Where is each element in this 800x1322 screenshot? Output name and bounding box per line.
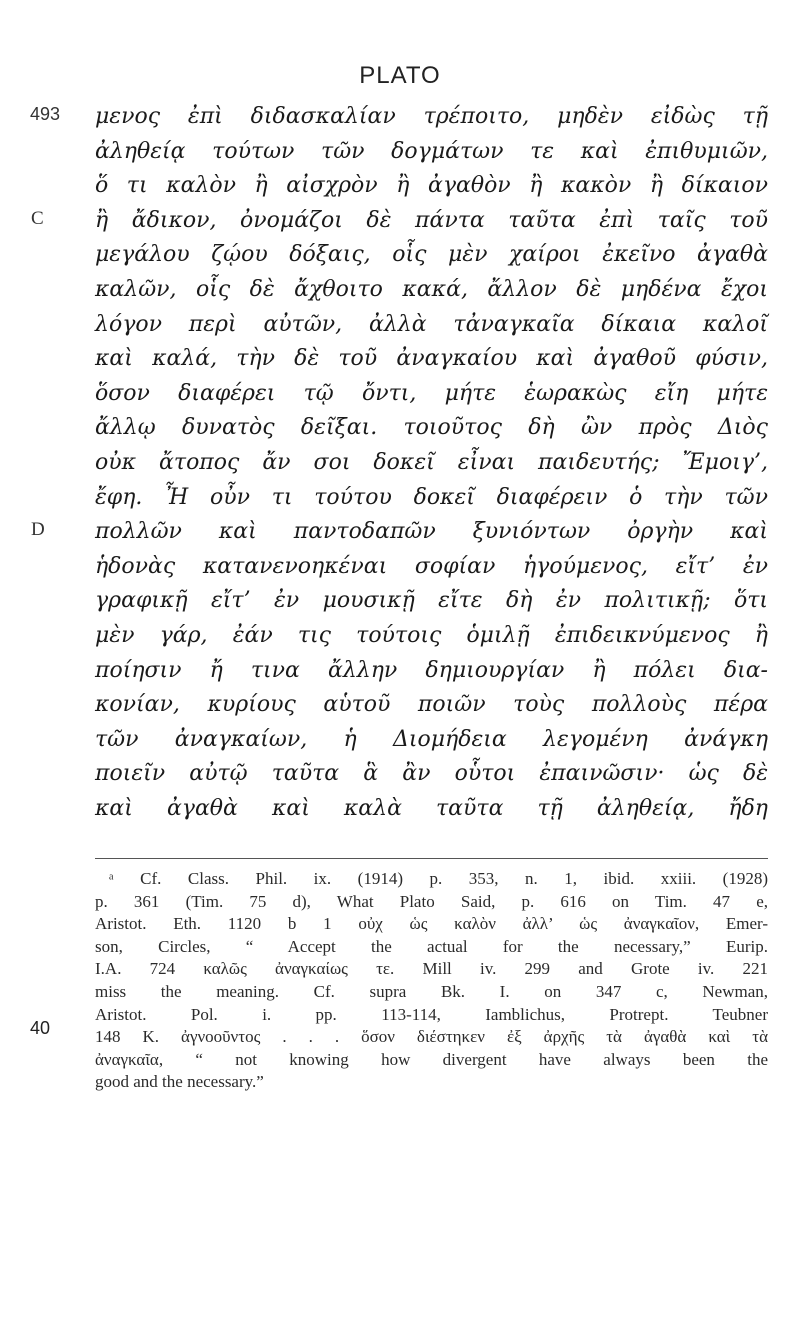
text-line	[0, 757, 800, 792]
text-line	[0, 584, 800, 619]
greek-line: μεγάλου ζῴου δόξαις, οἷς μὲν χαίροι ἐκεῖνο ἀγαθὰ	[95, 242, 768, 268]
greek-line: πολλῶν καὶ παντοδαπῶν ξυνιόντων ὀργὴν καὶ	[95, 519, 768, 545]
greek-line: οὐκ ἄτοπος ἄν σοι δοκεῖ εἶναι παιδευτής; Ἔμοιγ’,	[95, 449, 768, 475]
text-line	[0, 377, 800, 412]
greek-line: καλῶν, οἷς δὲ ἄχθοιτο κακά, ἄλλον δὲ μηδένα ἔχοι	[95, 276, 768, 302]
section-letter-c: C	[31, 207, 44, 229]
footnote-line: ἀναγκαῖα, “ not knowing how divergent have always been the	[95, 1049, 768, 1069]
footnote	[95, 868, 768, 1094]
text-line	[0, 411, 800, 446]
text-line	[0, 204, 800, 239]
greek-line: ποίησιν ἤ τινα ἄλλην δημιουργίαν ἢ πόλει δια-	[95, 657, 768, 683]
greek-line: μενος ἐπὶ διδασκαλίαν τρέποιτο, μηδὲν εἰδὼς τῇ	[95, 104, 768, 129]
text-line	[0, 688, 800, 723]
text-line	[0, 169, 800, 204]
footnote-line: 148 K. ἀγνοοῦντος . . . ὅσον διέστηκεν ἐξ ἀρχῆς τὰ ἀγαθὰ καὶ τὰ	[95, 1027, 768, 1047]
greek-line: μὲν γάρ, ἐάν τις τούτοις ὁμιλῇ ἐπιδεικνύμενος ἢ	[95, 622, 768, 648]
greek-line: κονίαν, κυρίους αὑτοῦ ποιῶν τοὺς πολλοὺς πέρα	[95, 692, 768, 718]
greek-line: ὅ τι καλὸν ἢ αἰσχρὸν ἢ ἀγαθὸν ἢ κακὸν ἢ δίκαιον	[95, 173, 768, 199]
greek-line: λόγον περὶ αὐτῶν, ἀλλὰ τἀναγκαῖα δίκαια καλοῖ	[95, 311, 768, 337]
footnote-line: I.A. 724 καλῶς ἀναγκαίως τε. Mill iv. 299 and Grote iv. 221	[95, 959, 768, 979]
text-line	[0, 308, 800, 343]
footnote-line: ᵃ Cf. Class. Phil. ix. (1914) p. 353, n. 1, ibid. xxiii. (1928)	[109, 869, 768, 888]
greek-line: ἔφη. Ἦ οὖν τι τούτου δοκεῖ διαφέρειν ὁ τὴν τῶν	[95, 484, 768, 510]
greek-line: καὶ ἀγαθὰ καὶ καλὰ ταῦτα τῇ ἀληθείᾳ, ἤδη	[95, 795, 768, 821]
text-line	[0, 446, 800, 481]
section-number: 493	[30, 104, 61, 124]
text-line	[0, 342, 800, 377]
text-line	[0, 723, 800, 758]
page-number: 40	[30, 1018, 51, 1038]
text-line	[0, 481, 800, 516]
footnote-line: miss the meaning. Cf. supra Bk. I. on 347 c, Newman,	[95, 981, 768, 1001]
greek-line: ἀληθείᾳ τούτων τῶν δογμάτων τε καὶ ἐπιθυμιῶν,	[95, 138, 768, 164]
text-line	[0, 654, 800, 689]
greek-line: τῶν ἀναγκαίων, ἡ Διομήδεια λεγομένη ἀνάγκη	[95, 726, 768, 752]
footnote-line: son, Circles, “ Accept the actual for the necessary,” Eurip.	[95, 936, 768, 956]
footnote-line: Aristot. Eth. 1120 b 1 οὐχ ὡς καλὸν ἀλλ’ ὡς ἀναγκαῖον, Emer-	[95, 914, 768, 934]
text-line	[0, 515, 800, 550]
text-line	[0, 619, 800, 654]
text-line	[0, 100, 800, 135]
text-line	[0, 273, 800, 308]
greek-line: ποιεῖν αὐτῷ ταῦτα ἃ ἂν οὗτοι ἐπαινῶσιν· ὡς δὲ	[95, 761, 768, 787]
footnote-divider	[95, 858, 768, 859]
text-line	[0, 792, 800, 827]
greek-line: καὶ καλά, τὴν δὲ τοῦ ἀναγκαίου καὶ ἀγαθοῦ φύσιν,	[95, 346, 768, 372]
footnote-line: p. 361 (Tim. 75 d), What Plato Said, p. 616 on Tim. 47 e,	[95, 891, 768, 911]
text-line	[0, 550, 800, 585]
text-line	[0, 135, 800, 170]
greek-line: ἄλλῳ δυνατὸς δεῖξαι. τοιοῦτος δὴ ὢν πρὸς Διὸς	[95, 415, 768, 441]
running-head: PLATO	[359, 62, 441, 89]
footnote-line: good and the necessary.”	[95, 1072, 264, 1092]
text-line	[0, 238, 800, 273]
footnote-line: Aristot. Pol. i. pp. 113-114, Iamblichus, Protrept. Teubner	[95, 1004, 768, 1024]
greek-line: γραφικῇ εἴτ’ ἐν μουσικῇ εἴτε δὴ ἐν πολιτικῇ; ὅτι	[95, 588, 768, 614]
greek-line: ἡδονὰς κατανενοηκέναι σοφίαν ἡγούμενος, εἴτ’ ἐν	[95, 553, 768, 579]
greek-line: ἢ ἄδικον, ὀνομάζοι δὲ πάντα ταῦτα ἐπὶ ταῖς τοῦ	[95, 207, 768, 233]
section-letter-d: D	[31, 519, 45, 541]
greek-text	[0, 100, 800, 826]
greek-line: ὅσον διαφέρει τῷ ὄντι, μήτε ἑωρακὼς εἴη μήτε	[95, 380, 768, 406]
